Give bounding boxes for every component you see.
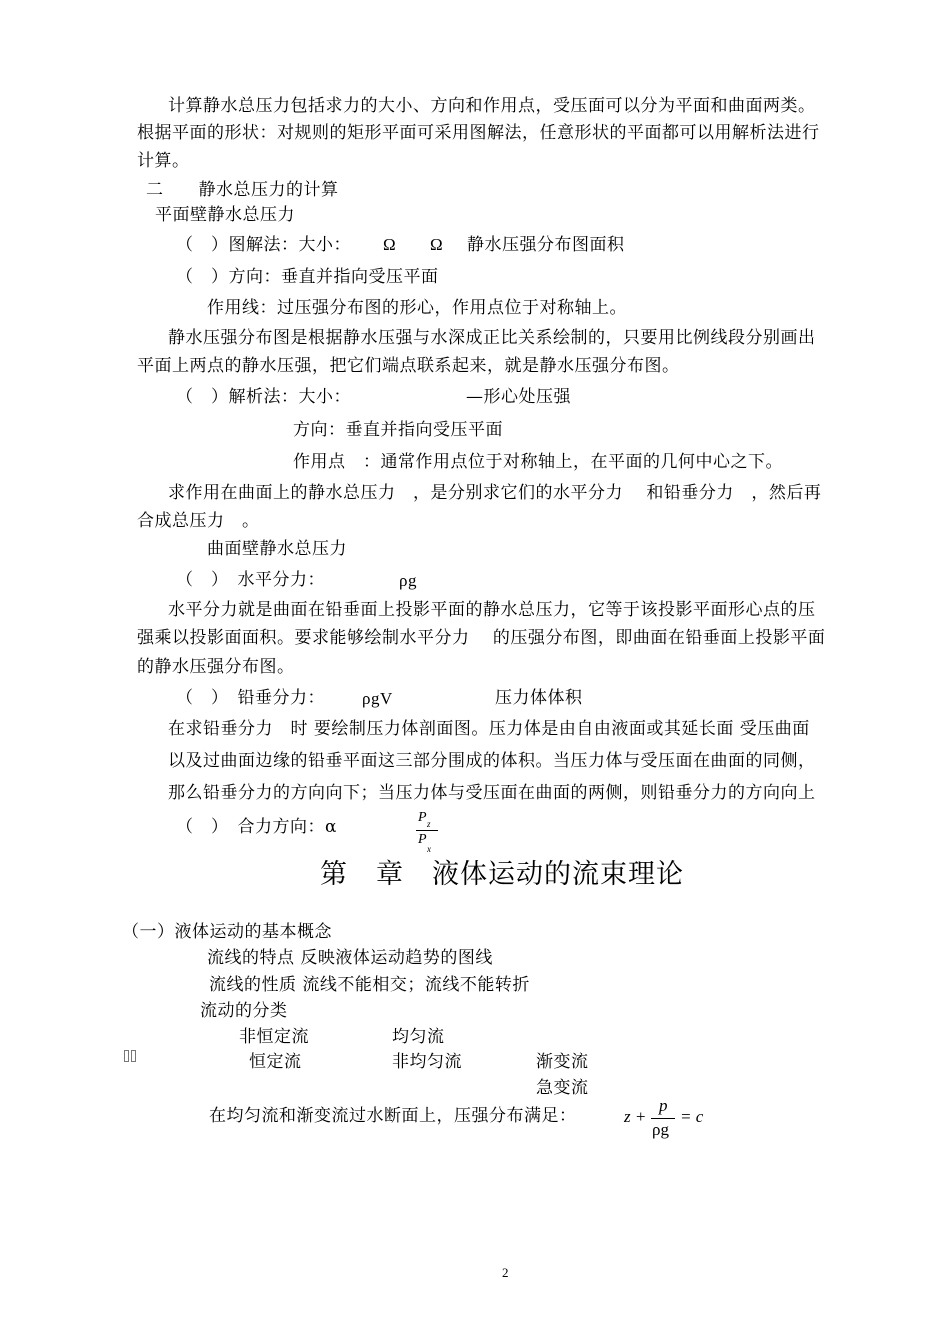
- fraction-bar: [416, 830, 438, 831]
- formula-numerator: p: [659, 1096, 668, 1115]
- item-label: （ ）解析法：大小：: [176, 387, 351, 407]
- classification-term: 均匀流: [392, 1027, 445, 1047]
- formula-text: ρg: [399, 571, 417, 590]
- item-label: （ ） 铅垂分力：: [176, 688, 325, 708]
- subsection-heading: 平面壁静水总压力: [155, 205, 295, 225]
- formula-fraction-bar: [651, 1118, 675, 1119]
- classification-term: 非恒定流: [239, 1027, 309, 1047]
- section-heading: （一）液体运动的基本概念: [122, 922, 332, 942]
- fraction-numerator-sub: z: [427, 819, 431, 829]
- item-text: 压力体体积: [495, 688, 583, 708]
- item-label: （ ） 水平分力：: [176, 570, 325, 590]
- paragraph-line: 计算静水总压力包括求力的大小、方向和作用点，受压面可以分为平面和曲面两类。: [168, 96, 816, 116]
- item-label: （ ）图解法：大小：: [176, 235, 351, 255]
- classification-term: 非均匀流: [392, 1052, 462, 1072]
- classification-term: 恒定流: [249, 1052, 302, 1072]
- item-text: —形心处压强: [466, 387, 571, 407]
- list-item: 流动的分类: [200, 1001, 288, 1021]
- formula-left: z +: [624, 1107, 647, 1126]
- classification-term: 渐变流: [536, 1052, 589, 1072]
- item-label: （ ） 合力方向：α: [176, 817, 337, 837]
- paragraph-line: 水平分力就是曲面在铅垂面上投影平面的静水总压力，它等于该投影平面形心点的压: [168, 600, 816, 620]
- paragraph-line: 在求铅垂分力 时 要绘制压力体剖面图。压力体是由自由液面或其延长面 受压曲面: [168, 719, 810, 739]
- omega-symbol: Ω: [430, 235, 444, 254]
- paragraph-line: 那么铅垂分力的方向向下；当压力体与受压面在曲面的两侧，则铅垂分力的方向向上: [168, 783, 816, 803]
- section-heading: 二 静水总压力的计算: [146, 180, 339, 200]
- fraction-numerator: P: [418, 810, 427, 825]
- paragraph-line: 求作用在曲面上的静水总压力 ，是分别求它们的水平分力 和铅垂分力 ，然后再: [168, 483, 822, 503]
- item-label: （ ）方向：垂直并指向受压平面: [176, 267, 439, 287]
- item-text: 方向：垂直并指向受压平面: [293, 420, 503, 440]
- formula-denominator: ρg: [652, 1120, 669, 1139]
- paragraph-line: 的静水压强分布图。: [137, 657, 295, 677]
- paragraph-line: 以及过曲面边缘的铅垂平面这三部分围成的体积。当压力体与受压面在曲面的同侧，: [168, 751, 816, 771]
- formula-text: ρgV: [362, 689, 393, 708]
- fraction-denominator-sub: x: [427, 844, 431, 854]
- omega-symbol: Ω: [383, 235, 397, 254]
- list-item: 流线的性质 流线不能相交；流线不能转折: [209, 975, 530, 995]
- paragraph-line: 计算。: [137, 151, 190, 171]
- paragraph-line: 平面上两点的静水压强，把它们端点联系起来，就是静水压强分布图。: [137, 356, 680, 376]
- page-number: 2: [502, 1265, 509, 1280]
- item-text: 作用点 ：通常作用点位于对称轴上，在平面的几何中心之下。: [293, 452, 783, 472]
- paragraph-line: 作用线：过压强分布图的形心，作用点位于对称轴上。: [207, 298, 627, 318]
- fraction-denominator: P: [418, 832, 427, 847]
- pressure-formula: [624, 1096, 714, 1144]
- list-item: 流线的特点 反映液体运动趋势的图线: [207, 948, 493, 968]
- paragraph-line: 强乘以投影面面积。要求能够绘制水平分力 的压强分布图，即曲面在铅垂面上投影平面: [137, 628, 826, 648]
- paragraph-line: 在均匀流和渐变流过水断面上，压强分布满足：: [209, 1106, 577, 1126]
- formula-right: = c: [680, 1107, 704, 1126]
- fraction-formula: [414, 810, 444, 858]
- chapter-title: 第 章 液体运动的流束理论: [320, 859, 684, 890]
- margin-mark-icon: [124, 1050, 136, 1061]
- subsection-heading: 曲面壁静水总压力: [207, 539, 347, 559]
- item-text: 静水压强分布图面积: [467, 235, 625, 255]
- paragraph-line: 根据平面的形状：对规则的矩形平面可采用图解法，任意形状的平面都可以用解析法进行: [137, 123, 820, 143]
- classification-term: 急变流: [536, 1078, 589, 1098]
- paragraph-line: 合成总压力 。: [137, 511, 260, 531]
- paragraph-line: 静水压强分布图是根据静水压强与水深成正比关系绘制的，只要用比例线段分别画出: [168, 328, 816, 348]
